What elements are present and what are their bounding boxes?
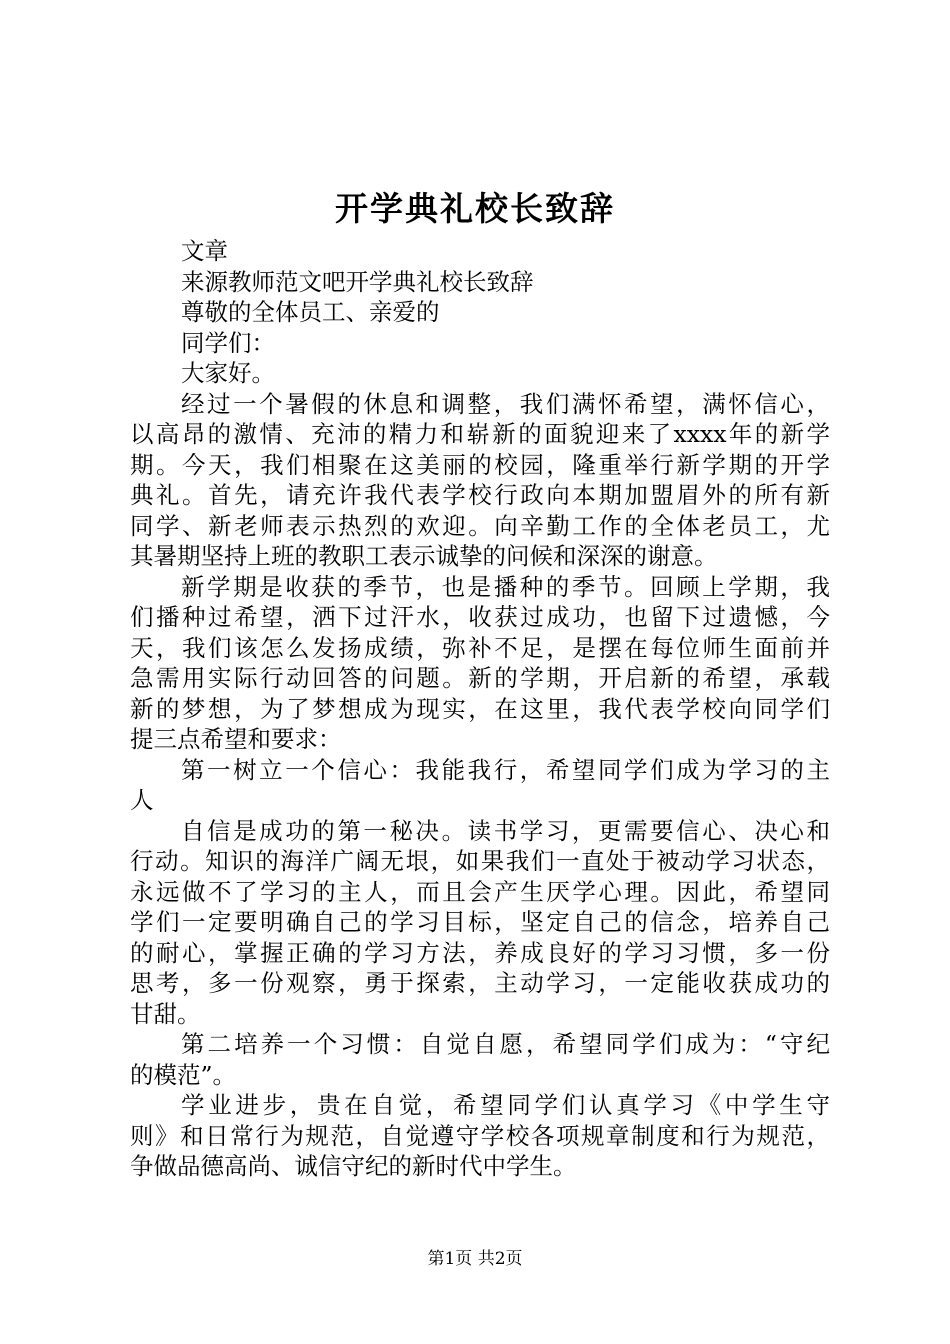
body-line: 同学、新老师表示热烈的欢迎。向辛勤工作的全体老员工，尤 bbox=[130, 511, 830, 540]
body-line: 来源教师范文吧开学典礼校长致辞 bbox=[181, 267, 534, 296]
body-line: 们播种过希望，洒下过汗水，收获过成功，也留下过遗憾，今 bbox=[130, 603, 830, 631]
body-line: 提三点希望和要求： bbox=[130, 725, 342, 753]
body-line: 尊敬的全体员工、亲爱的 bbox=[181, 298, 440, 326]
body-line: 的模范”。 bbox=[130, 1060, 237, 1089]
body-line: 急需用实际行动回答的问题。新的学期，开启新的希望，承载 bbox=[130, 664, 830, 692]
body-line: 天，我们该怎么发扬成绩，弥补不足，是摆在每位师生面前并 bbox=[130, 633, 830, 662]
body-line: 学业进步，贵在自觉，希望同学们认真学习《中学生守 bbox=[181, 1091, 830, 1119]
body-line: 新的梦想，为了梦想成为现实，在这里，我代表学校向同学们 bbox=[130, 694, 830, 723]
body-line: 人 bbox=[130, 786, 154, 814]
body-line: 永远做不了学习的主人，而且会产生厌学心理。因此，希望同 bbox=[130, 877, 830, 906]
body-line: 则》和日常行为规范，自觉遵守学校各项规章制度和行为规范， bbox=[130, 1121, 830, 1150]
body-line: 的耐心，掌握正确的学习方法，养成良好的学习习惯，多一份 bbox=[130, 938, 830, 967]
body-line: 第一树立一个信心：我能我行，希望同学们成为学习的主 bbox=[181, 755, 830, 784]
body-line: 学们一定要明确自己的学习目标，坚定自己的信念，培养自己 bbox=[130, 908, 830, 936]
body-line: 自信是成功的第一秘决。读书学习，更需要信心、决心和 bbox=[181, 816, 830, 845]
body-line: 经过一个暑假的休息和调整，我们满怀希望，满怀信心， bbox=[181, 389, 830, 418]
page-footer: 第1页 共2页 bbox=[427, 1249, 523, 1269]
body-line: 新学期是收获的季节，也是播种的季节。回顾上学期，我 bbox=[181, 572, 830, 601]
body-line: 其暑期坚持上班的教职工表示诚挚的问候和深深的谢意。 bbox=[130, 542, 718, 570]
body-line: 大家好。 bbox=[181, 359, 275, 387]
body-line: 思考，多一份观察，勇于探索，主动学习，一定能收获成功的 bbox=[130, 969, 830, 997]
document-body bbox=[130, 236, 830, 1182]
body-line: 典礼。首先，请充许我代表学校行政向本期加盟眉外的所有新 bbox=[130, 481, 830, 509]
body-line: 争做品德高尚、诚信守纪的新时代中学生。 bbox=[130, 1152, 577, 1180]
body-line: 同学们： bbox=[181, 328, 275, 357]
body-line: 第二培养一个习惯：自觉自愿，希望同学们成为：“守纪 bbox=[181, 1030, 830, 1058]
body-line: 文章 bbox=[181, 237, 228, 265]
document-title: 开学典礼校长致辞 bbox=[335, 189, 615, 228]
body-line: 行动。知识的海洋广阔无垠，如果我们一直处于被动学习状态， bbox=[130, 847, 830, 875]
body-line: 甘甜。 bbox=[130, 999, 201, 1028]
body-line: 以高昂的激情、充沛的精力和崭新的面貌迎来了xxxx年的新学 bbox=[130, 420, 830, 448]
body-line: 期。今天，我们相聚在这美丽的校园，隆重举行新学期的开学 bbox=[130, 450, 830, 479]
